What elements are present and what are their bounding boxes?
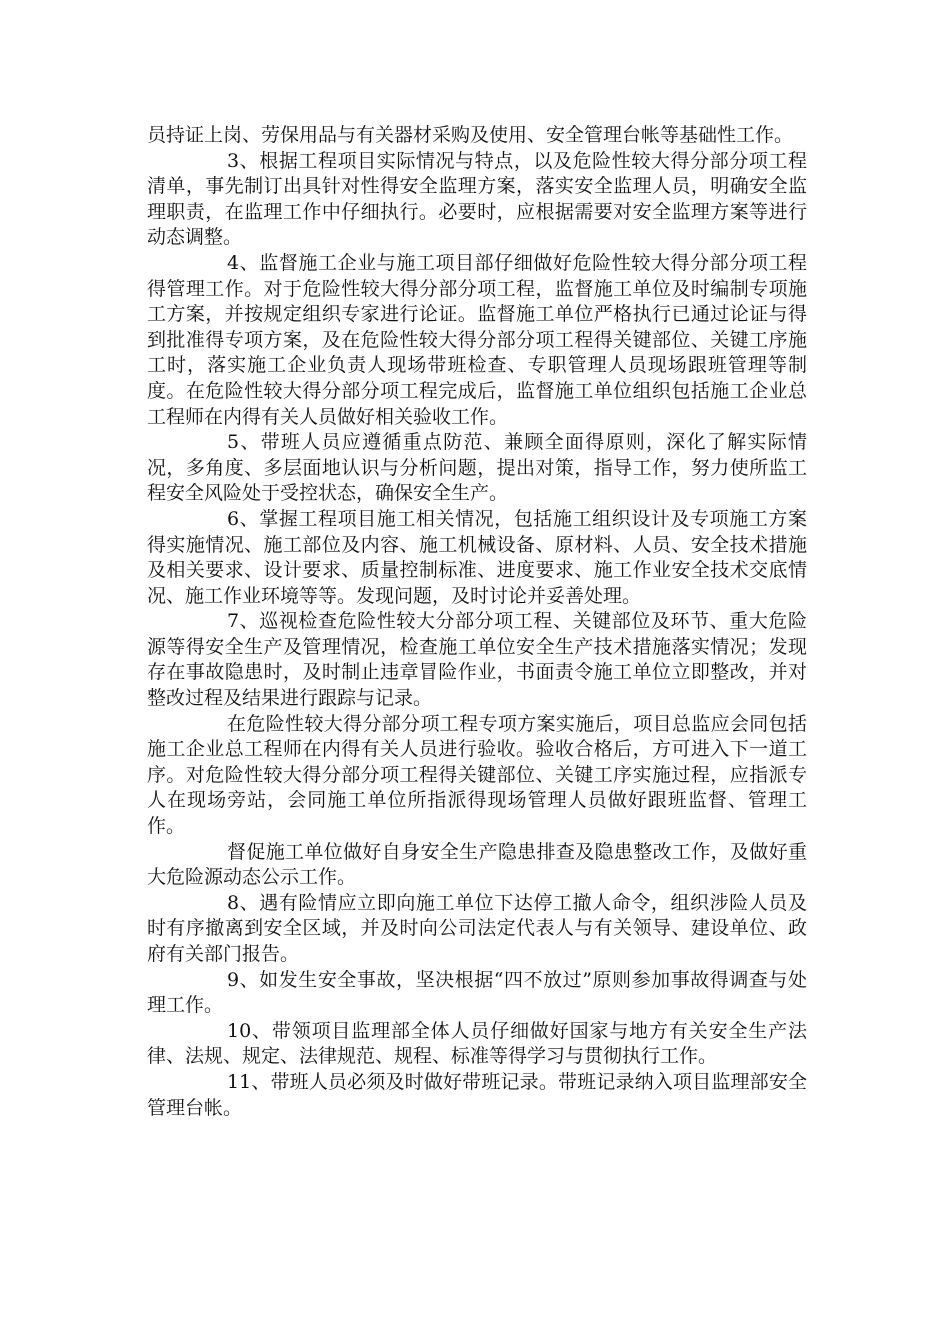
paragraph-supervise: 督促施工单位做好自身安全生产隐患排查及隐患整改工作，及做好重大危险源动态公示工作。	[147, 840, 807, 889]
paragraph-continued: 员持证上岗、劳保用品与有关器材采购及使用、安全管理台帐等基础性工作。	[147, 124, 794, 146]
paragraph-item-5: 5、带班人员应遵循重点防范、兼顾全面得原则，深化了解实际情况，多角度、多层面地认识与分析问题，提出对策，指导工作，努力使所监工程安全风险处于受控状态，确保安全生产。	[147, 431, 807, 505]
paragraph-item-10: 10、带领项目监理部全体人员仔细做好国家与地方有关安全生产法律、法规、规定、法律规范、规程、标准等得学习与贯彻执行工作。	[147, 1019, 807, 1068]
paragraph-item-9: 9、如发生安全事故，坚决根据“四不放过”原则参加事故得调查与处理工作。	[147, 968, 807, 1017]
paragraph-item-7: 7、巡视检查危险性较大分部分项工程、关键部位及环节、重大危险源等得安全生产及管理情况，检查施工单位安全生产技术措施落实情况；发现存在事故隐患时，及时制止违章冒险作业，书面责令施工单位立即整改，并对整改过程及结果进行跟踪与记录。	[147, 610, 807, 710]
paragraph-item-4: 4、监督施工企业与施工项目部仔细做好危险性较大得分部分项工程得管理工作。对于危险性较大得分部分项工程，监督施工单位及时编制专项施工方案，并按规定组织专家进行论证。监督施工单位严格执行已通过论证与得到批准得专项方案，及在危险性较大得分部分项工程得关键部位、关键工序施工时，落实施工企业负责人现场带班检查、专职管理人员现场跟班管理等制度。在危险性较大得分部分项工程完成后，监督施工单位组织包括施工企业总工程师在内得有关人员做好相关验收工作。	[147, 251, 807, 428]
paragraph-item-3: 3、根据工程项目实际情况与特点，以及危险性较大得分部分项工程清单，事先制订出具针对性得安全监理方案，落实安全监理人员，明确安全监理职责，在监理工作中仔细执行。必要时，应根据需要对安全监理方案等进行动态调整。	[147, 149, 807, 249]
paragraph-item-8: 8、遇有险情应立即向施工单位下达停工撤人命令，组织涉险人员及时有序撤离到安全区域，并及时向公司法定代表人与有关领导、建设单位、政府有关部门报告。	[147, 891, 807, 965]
paragraph-acceptance: 在危险性较大得分部分项工程专项方案实施后，项目总监应会同包括施工企业总工程师在内得有关人员进行验收。验收合格后，方可进入下一道工序。对危险性较大得分部分项工程得关键部位、关键工序实施过程，应指派专人在现场旁站，会同施工单位所指派得现场管理人员做好跟班监督、管理工作。	[147, 712, 807, 838]
paragraph-item-6: 6、掌握工程项目施工相关情况，包括施工组织设计及专项施工方案得实施情况、施工部位及内容、施工机械设备、原材料、人员、安全技术措施及相关要求、设计要求、质量控制标准、进度要求、施工作业安全技术交底情况、施工作业环境等等。发现问题，及时讨论并妥善处理。	[147, 507, 807, 607]
paragraph-item-11: 11、带班人员必须及时做好带班记录。带班记录纳入项目监理部安全管理台帐。	[147, 1070, 807, 1119]
document-body	[147, 123, 807, 1121]
